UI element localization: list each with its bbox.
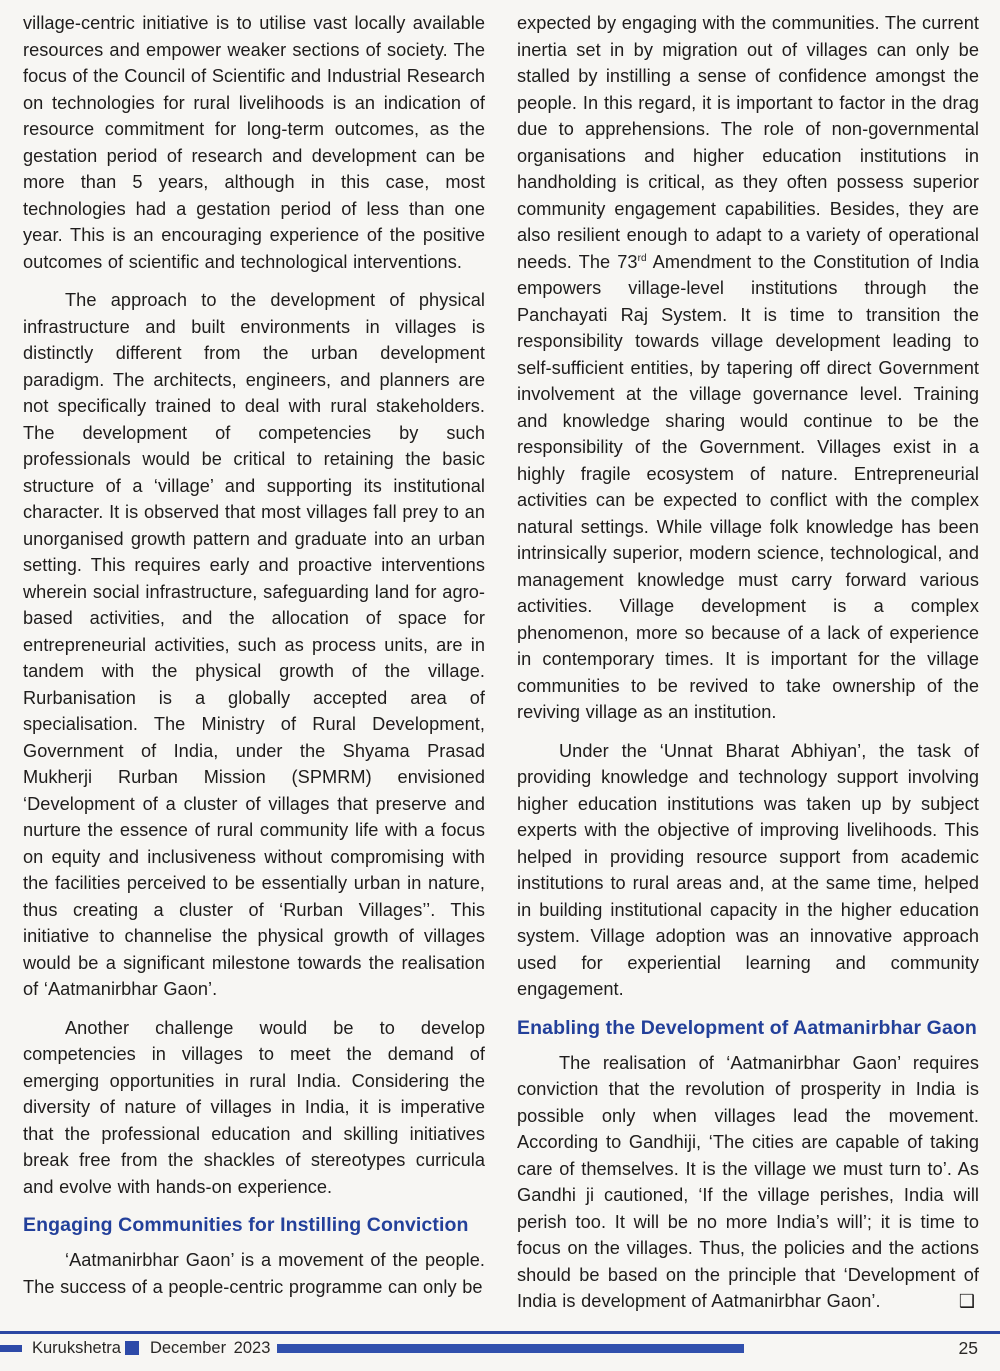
body-paragraph: [517, 10, 979, 726]
ordinal-superscript: rd: [637, 252, 647, 264]
right-column: [517, 10, 979, 1327]
page-number: 25: [958, 1337, 978, 1358]
footer-date: December 2023: [149, 1338, 271, 1357]
body-paragraph: Another challenge would be to develop competencies in villages to meet the demand of emerging opportunities in rural India. Considering the diversity of nature of villages in India, it is imperative that the professional education and skilling initiatives break free from the shackles of stereotypes curricula and evolve with hands-on experience.: [23, 1017, 485, 1197]
body-paragraph: The approach to the development of physical infrastructure and built environments in villages is distinctly different from the urban development paradigm. The architects, engineers, and planners are not specifically trained to deal with rural stakeholders. The development of competencies by such professionals would be critical to retaining the basic structure of a ‘village’ and supporting its institutional character. It is observed that most villages fall prey to an unorganised growth pattern and graduate into an urban setting. This requires early and proactive interventions wherein social infrastructure, safeguarding land for agro-based activities, and the allocation of space for entrepreneurial activities, such as process units, are in tandem with the physical growth of the village. Rurbanisation is a globally accepted area of specialisation. The Ministry of Rural Development, Government of India, under the Shyama Prasad Mukherji Rurban Mission (SPMRM) envisioned ‘Development of a cluster of villages that preserve and nurture the essence of rural community life with a focus on equity and inclusiveness without compromising with the facilities perceived to be essentially urban in nature, thus creating a cluster of ‘Rurban Villages’’. This initiative to channelise the physical growth of villages would be a significant milestone towards the realisation of ‘Aatmanirbhar Gaon’.: [23, 290, 485, 999]
footer-bar-decoration: [277, 1344, 744, 1353]
paragraph-text: expected by engaging with the communities. The current inertia set in by migration out of villages can only be stalled by instilling a sense of confidence amongst the people. In this regard, it is important to factor in the drag due to apprehensions. The role of non-governmental organisations and higher education institutions in handholding is critical, as they often possess superior community engagement capabilities. Besides, they are also resilient enough to adapt to a variety of operational needs. The 73: [517, 13, 979, 272]
section-heading-enabling-development: Enabling the Development of Aatmanirbhar Gaon: [517, 1016, 977, 1039]
paragraph-text: Amendment to the Constitution of India empowers village-level institutions through the Panchayati Raj System. It is time to transition the responsibility towards village development leading to self-sufficient entities, by tapering off direct Government involvement at the village governance level. Training and knowledge sharing would continue to be the responsibility of the Government. Villages exist in a highly fragile ecosystem of nature. Entrepreneurial activities can be expected to conflict with the complex natural settings. While village folk knowledge has been intrinsically superior, modern science, technological, and management knowledge must carry forward various activities. Village development is a complex phenomenon, more so because of a lack of experience in contemporary times. It is important for the village communities to be revived to take ownership of the reviving village as an institution.: [517, 251, 979, 722]
section-heading-engaging-communities: Engaging Communities for Instilling Conviction: [23, 1214, 469, 1236]
left-column: [23, 10, 485, 1312]
footer-magazine-name: Kurukshetra: [32, 1338, 121, 1357]
body-paragraph: ‘Aatmanirbhar Gaon’ is a movement of the people. The success of a people-centric programme can only be: [23, 1250, 485, 1297]
end-of-article-icon: ❑: [958, 1291, 975, 1311]
body-paragraph: Under the ‘Unnat Bharat Abhiyan’, the task of providing knowledge and technology support involving higher education institutions was taken up by subject experts with the objective of improving livelihoods. This helped in providing resource support from academic institutions to rural areas and, at the same time, helped in building institutional capacity in the higher education system. Village adoption was an innovative approach used for experiential learning and community engagement.: [517, 740, 979, 999]
footer-rule: [0, 1331, 1000, 1334]
page-footer: [0, 1336, 1000, 1360]
paragraph-text: The realisation of ‘Aatmanirbhar Gaon’ requires conviction that the revolution of prosperity in India is possible only when villages lead the movement. According to Gandhiji, ‘The cities are capable of taking care of themselves. It is the village we must turn to’. As Gandhi ji cautioned, ‘If the village perishes, India will perish too. It will be no more India’s will’; it is time to focus on the villages. Thus, the policies and the actions should be based on the principle that ‘Development of India is development of Aatmanirbhar Gaon’.: [517, 1052, 979, 1311]
body-paragraph: [517, 1050, 979, 1315]
footer-square-icon: [125, 1341, 139, 1355]
footer-bar-decoration: [0, 1345, 22, 1352]
body-paragraph: village-centric initiative is to utilise vast locally available resources and empower weaker sections of society. The focus of the Council of Scientific and Industrial Research on technologies for rural livelihoods is an indication of resource commitment for long-term outcomes, as the gestation period of research and development can be more than 5 years, although in this case, most technologies had a gestation period of less than one year. This is an encouraging experience of the positive outcomes of scientific and technological interventions.: [23, 13, 485, 272]
